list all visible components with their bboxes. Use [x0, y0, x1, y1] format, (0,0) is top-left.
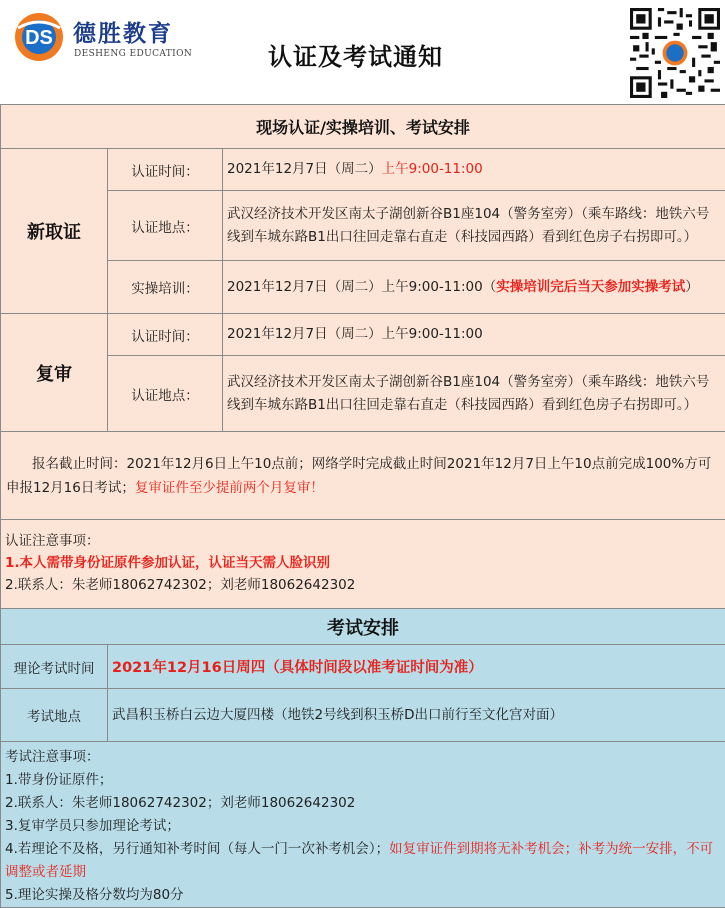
review-group-label: 复审 — [1, 314, 108, 432]
exam-notes-row — [1, 742, 725, 908]
new-cert-place-label: 认证地点： — [108, 191, 223, 261]
deadline-cell — [1, 432, 725, 520]
theory-time-row — [1, 645, 725, 689]
exam-note-4-warning: 如复审证件到期将无补考机会；补考为统一安排，不可调整或者延期 — [5, 841, 713, 880]
brand-name: 德胜教育 — [73, 15, 173, 48]
exam-section-title: 考试安排 — [1, 609, 725, 645]
exam-notes-title: 考试注意事项： — [5, 746, 721, 769]
exam-note-5: 5.理论实操及格分数均为80分 — [5, 884, 721, 907]
review-place-row — [1, 356, 725, 432]
onsite-section-row — [1, 105, 725, 149]
new-cert-training-highlight: 实操培训完后当天参加实操考试 — [496, 279, 685, 295]
review-place-label: 认证地点： — [108, 356, 223, 432]
new-cert-group-label: 新取证 — [1, 149, 108, 314]
cert-note-1: 1.本人需带身份证原件参加认证，认证当天需人脸识别 — [5, 552, 721, 574]
brand-name-en: DESHENG EDUCATION — [74, 49, 192, 59]
exam-note-3: 3.复审学员只参加理论考试； — [5, 815, 721, 838]
review-time-value: 2021年12月7日（周二）上午9:00-11:00 — [223, 314, 725, 356]
deadline-text: 报名截止时间：2021年12月6日上午10点前；网络学时完成截止时间2021年12月7日上午10点前完成100%方可申报12月16日考试； — [6, 456, 711, 496]
deadline-row — [1, 432, 725, 520]
new-cert-time-text: 2021年12月7日（周二） — [227, 161, 382, 177]
new-cert-place-value: 武汉经济技术开发区南太子湖创新谷B1座104（警务室旁）（乘车路线：地铁六号线到车城东路B1出口往回走靠右直走（科技园西路）看到红色房子右拐即可。） — [223, 191, 725, 261]
exam-place-label: 考试地点 — [1, 689, 108, 742]
theory-time-value: 2021年12月16日周四（具体时间段以准考证时间为准） — [108, 645, 725, 689]
exam-note-4 — [5, 838, 721, 884]
cert-notes-cell — [1, 520, 725, 609]
ds-logo-icon — [10, 12, 68, 62]
exam-place-row — [1, 689, 725, 742]
schedule-table — [0, 104, 725, 908]
header — [0, 0, 725, 104]
notice-sheet — [0, 104, 725, 898]
new-cert-time-highlight: 上午9:00-11:00 — [382, 161, 483, 177]
new-cert-training-row — [1, 261, 725, 314]
cert-notes-row — [1, 520, 725, 609]
onsite-section-title: 现场认证/实操培训、考试安排 — [1, 105, 725, 149]
exam-note-1: 1.带身份证原件； — [5, 769, 721, 792]
new-cert-time-label: 认证时间： — [108, 149, 223, 191]
cert-note-2: 2.联系人：朱老师18062742302；刘老师18062642302 — [5, 574, 721, 596]
svg-text:DS: DS — [25, 27, 53, 49]
exam-place-value: 武昌积玉桥白云边大厦四楼（地铁2号线到积玉桥D出口前行至文化宫对面） — [108, 689, 725, 742]
exam-note-4-text: 4.若理论不及格，另行通知补考时间（每人一门一次补考机会）； — [5, 841, 389, 857]
new-cert-training-text: 2021年12月7日（周二）上午9:00-11:00（ — [227, 279, 496, 295]
theory-time-label: 理论考试时间 — [1, 645, 108, 689]
review-time-row — [1, 314, 725, 356]
exam-notes-cell — [1, 742, 725, 908]
new-cert-training-label: 实操培训： — [108, 261, 223, 314]
review-time-label: 认证时间： — [108, 314, 223, 356]
new-cert-training-value — [223, 261, 725, 314]
review-place-value: 武汉经济技术开发区南太子湖创新谷B1座104（警务室旁）（乘车路线：地铁六号线到车城东路B1出口往回走靠右直走（科技园西路）看到红色房子右拐即可。） — [223, 356, 725, 432]
qr-code-icon — [630, 8, 720, 98]
new-cert-time-row — [1, 149, 725, 191]
exam-section-row — [1, 609, 725, 645]
cert-notes-title: 认证注意事项： — [5, 530, 721, 552]
deadline-warning: 复审证件至少提前两个月复审！ — [135, 480, 324, 496]
new-cert-training-end: ） — [685, 279, 699, 295]
page-title: 认证及考试通知 — [268, 37, 443, 72]
new-cert-time-value — [223, 149, 725, 191]
new-cert-place-row — [1, 191, 725, 261]
exam-note-2: 2.联系人：朱老师18062742302；刘老师18062642302 — [5, 792, 721, 815]
